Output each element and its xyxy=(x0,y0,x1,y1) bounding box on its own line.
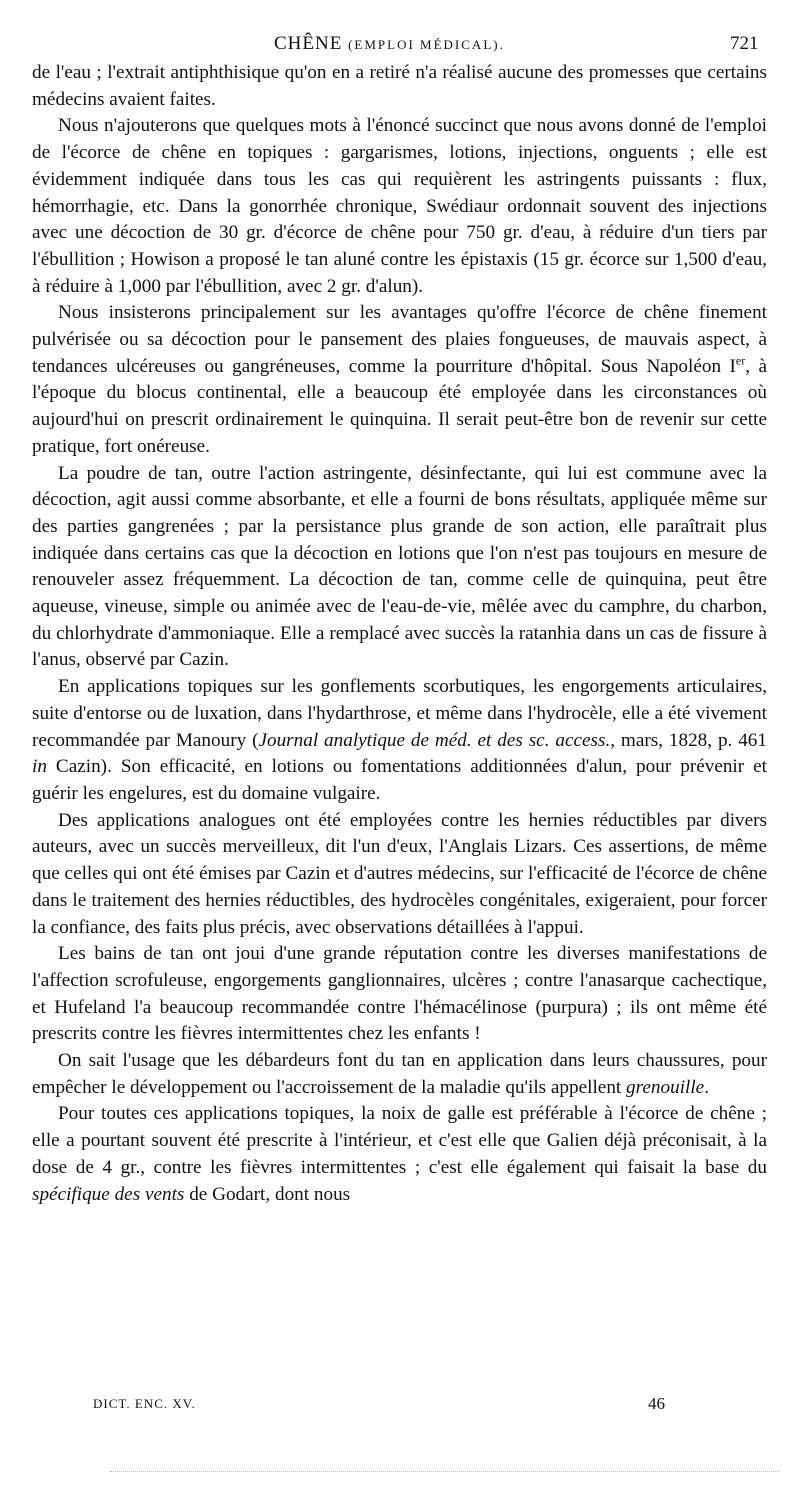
italic-text: Journal analytique de méd. et des sc. access. xyxy=(258,729,611,751)
text-run: Les bains de tan ont joui d'une grande réputation contre les diverses manifestations de l'affection scrofuleuse, engorgements ganglionnaires, ulcères ; contre l'anasarque cachectique, et Hufeland l'a beaucoup recommandée contre l'hémacélinose (purpura) ; ils ont même été prescrits contre les fièvres intermittentes chez les enfants ! xyxy=(32,943,767,1045)
header-title: CHÊNE xyxy=(274,33,343,54)
signature-mark: DICT. ENC. XV. xyxy=(93,1396,196,1411)
text-run: La poudre de tan, outre l'action astringente, désinfectante, qui lui est commune avec la décoction, agit aussi comme absorbante, et elle a fourni de bons résultats, appliquée même sur des parties gangrenées ; par la persistance plus grande de son action, elle paraîtrait plus indiquée dans certains cas que la décoction en lotions que l'on n'est pas toujours en mesure de renouveler assez fréquemment. La décoction de tan, comme celle de quinquina, peut être aqueuse, vineuse, simple ou animée avec de l'eau-de-vie, mêlée avec du camphre, du charbon, du chlorhydrate d'ammoniaque. Elle a remplacé avec succès la ratanhia dans un cas de fissure à l'anus, observé par Cazin. xyxy=(32,462,767,671)
page-footer xyxy=(0,1394,800,1418)
page-number: 721 xyxy=(730,33,759,54)
text-run: Cazin). Son efficacité, en lotions ou fomentations additionnées d'alun, pour prévenir et guérir les engelures, est du domaine vulgaire. xyxy=(32,756,767,804)
paragraph xyxy=(32,1101,767,1208)
text-run: de l'eau ; l'extrait antiphthisique qu'on en a retiré n'a réalisé aucune des promesses que certains médecins avaient faites. xyxy=(32,62,767,110)
running-header xyxy=(0,33,800,59)
signature-number: 46 xyxy=(648,1394,665,1413)
paragraph xyxy=(32,60,767,113)
text-run: Pour toutes ces applications topiques, la noix de galle est préférable à l'écorce de chêne ; elle a pourtant souvent été prescrite à l'intérieur, et c'est elle que Galien déjà préconisait, à la dose de 4 gr., contre les fièvres intermittentes ; c'est elle également qui faisait la base du xyxy=(32,1103,767,1178)
body-text xyxy=(32,60,767,1208)
italic-text: grenouille xyxy=(626,1076,705,1098)
text-run: , à l'époque du blocus continental, elle a beaucoup été employée dans les circonstances où aujourd'hui on prescrit ordinairement le quinquina. Il serait peut-être bon de revenir sur cette pratique, fort onéreuse. xyxy=(32,355,767,457)
text-run: En applications topiques sur les gonflements scorbutiques, les engorgements articulaires, suite d'entorse ou de luxation, dans l'hydarthrose, et même dans l'hydrocèle, elle a été vivement recommandée par Manoury ( xyxy=(32,676,767,751)
text-run: Nous n'ajouterons que quelques mots à l'énoncé succinct que nous avons donné de l'emploi de l'écorce de chêne en topiques : gargarismes, lotions, injections, onguents ; elle est évidemment indiquée dans tous les cas qui requièrent les astringents puissants : flux, hémorrhagie, etc. Dans la gonorrhée chronique, Swédiaur ordonnait souvent des injections avec une décoction de 30 gr. d'écorce de chêne pour 750 gr. d'eau, à réduire d'un tiers par l'ébullition ; Howison a proposé le tan aluné contre les épistaxis (15 gr. écorce sur 1,500 d'eau, à réduire à 1,000 par l'ébullition, avec 2 gr. d'alun). xyxy=(32,115,767,297)
running-title xyxy=(274,33,505,55)
text-run: de Godart, dont nous xyxy=(184,1183,351,1205)
text-run: Nous insisterons principalement sur les avantages qu'offre l'écorce de chêne finement pulvérisée ou sa décoction pour le pansement des plaies fongueuses, de mauvais aspect, à tendances ulcéreuses ou gangréneuses, comme la pourriture d'hôpital. Sous Napoléon I xyxy=(32,302,767,377)
bottom-rule xyxy=(110,1471,780,1472)
paragraph xyxy=(32,1048,767,1101)
paragraph xyxy=(32,461,767,675)
paragraph xyxy=(32,674,767,808)
text-run: Des applications analogues ont été employées contre les hernies réductibles par divers auteurs, avec un succès merveilleux, dit l'un d'eux, l'Anglais Lizars. Ces assertions, de même que celles qui ont été émises par Cazin et d'autres médecins, sur l'efficacité de l'écorce de chêne dans le traitement des hernies réductibles, des hydrocèles congénitales, exigeraient, pour forcer la confiance, des faits plus précis, avec observations détaillées à l'appui. xyxy=(32,809,767,938)
text-run: On sait l'usage que les débardeurs font du tan en application dans leurs chaussures, pour empêcher le développement ou l'accroissement de la maladie qu'ils appellent xyxy=(32,1050,767,1098)
superscript-text: er xyxy=(735,353,746,368)
paragraph xyxy=(32,808,767,942)
text-run: , mars, 1828, p. 461 xyxy=(610,729,767,751)
paragraph xyxy=(32,300,767,460)
text-run: . xyxy=(704,1076,709,1098)
paragraph xyxy=(32,941,767,1048)
italic-text: in xyxy=(32,756,47,778)
header-subtitle: (EMPLOI MÉDICAL). xyxy=(348,37,505,52)
paragraph xyxy=(32,113,767,300)
italic-text: spécifique des vents xyxy=(32,1183,185,1205)
